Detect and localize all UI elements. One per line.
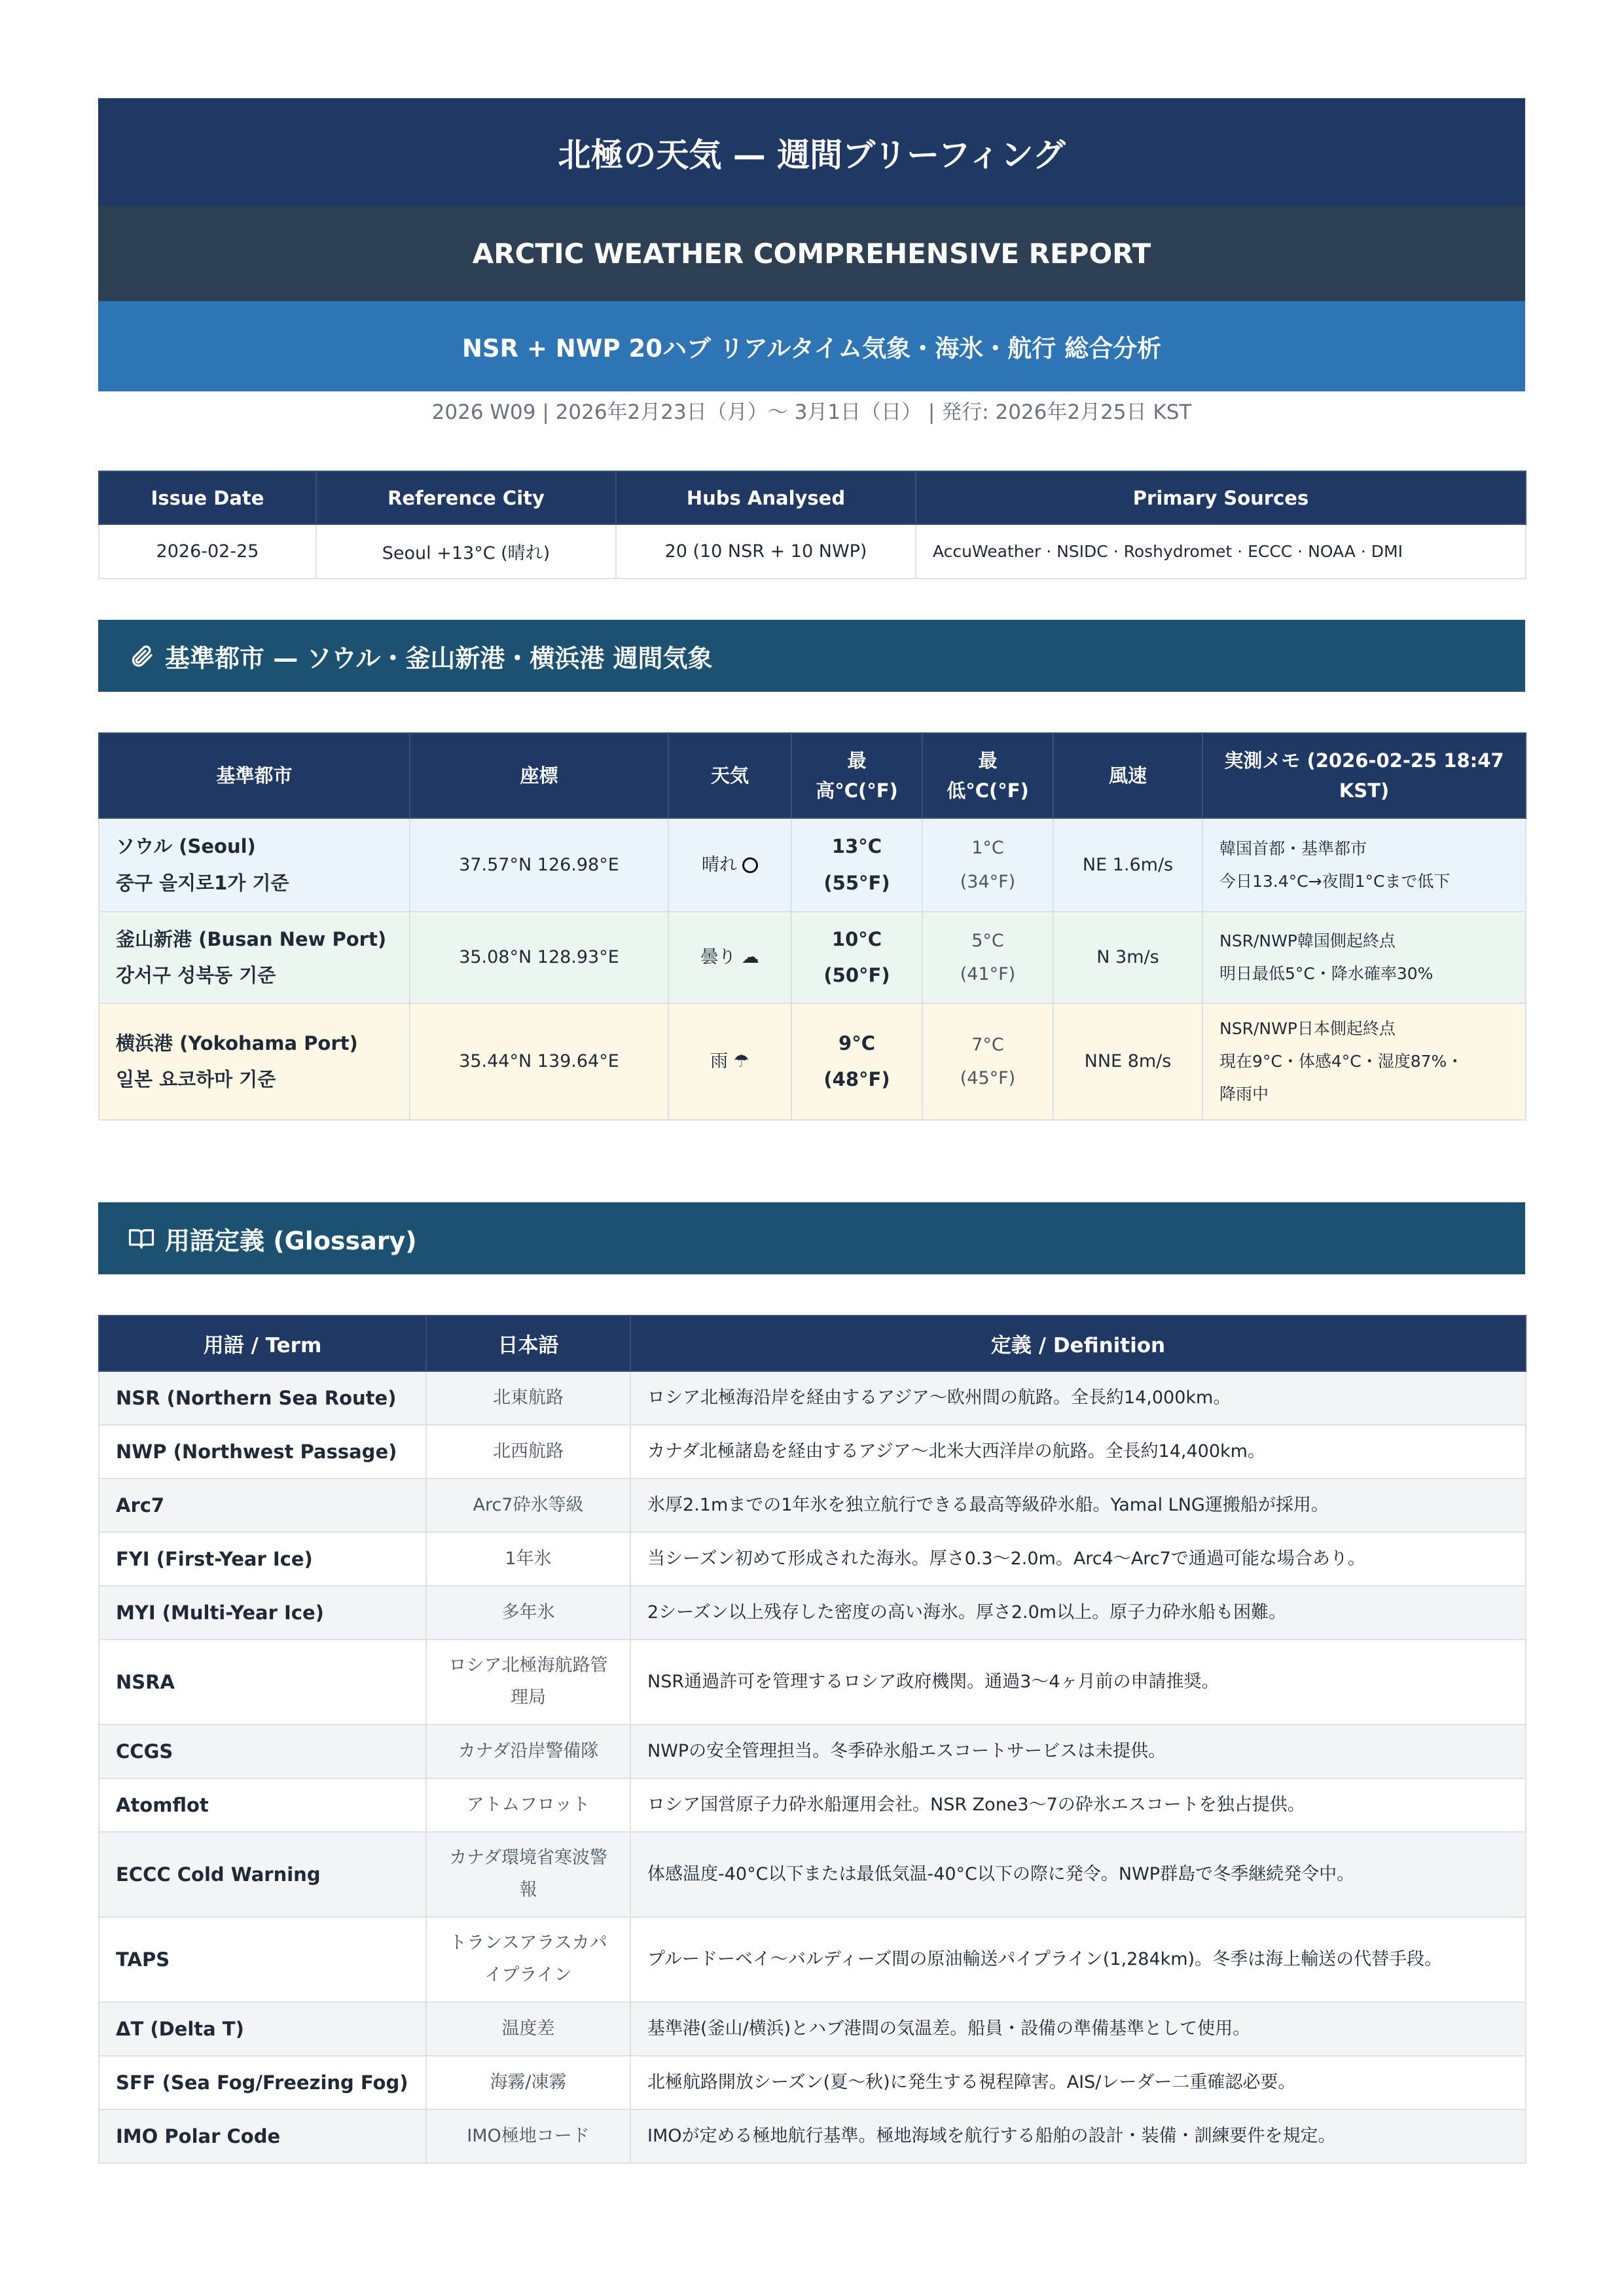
sun-icon [742,857,758,873]
glossary-ja-line2: 理局 [511,1687,546,1708]
report [98,98,1525,2164]
city-header-wind: 風速 [1053,733,1202,818]
glossary-term: SFF (Sea Fog/Freezing Fog) [99,2056,426,2109]
city-name [99,818,410,912]
city-note-line1: NSR/NWP韓国側起終点 [1219,931,1396,950]
city-note-line2: 今日13.4°C→夜間1°Cまで低下 [1219,871,1451,891]
city-coord: 35.08°N 128.93°E [410,912,668,1003]
glossary-term: FYI (First-Year Ice) [99,1532,426,1586]
glossary-term: MYI (Multi-Year Ice) [99,1586,426,1640]
city-wind: N 3m/s [1053,912,1202,1003]
city-name [99,1003,410,1120]
glossary-ja: 多年氷 [426,1586,630,1640]
city-low [922,1003,1053,1120]
glossary-header-row [99,1316,1526,1371]
glossary-row [99,1640,1526,1725]
report-title-en: ARCTIC WEATHER COMPREHENSIVE REPORT [98,206,1525,301]
city-low-f: (45°F) [960,1068,1016,1088]
city-high-f: (50°F) [823,964,890,986]
city-header-high-line2: 高°C(°F) [816,780,898,802]
city-header-high-line1: 最 [847,749,867,772]
city-low-f: (34°F) [960,871,1016,892]
city-low [922,818,1053,912]
meta-table [98,471,1526,579]
meta-reference-city: Seoul +13°C (晴れ) [316,524,616,579]
meta-header-row [99,471,1526,524]
glossary-def: 基準港(釜山/横浜)とハブ港間の気温差。船員・設備の準備基準として使用。 [630,2002,1526,2056]
glossary-term: NWP (Northwest Passage) [99,1425,426,1479]
city-weather: 雨 ☂ [668,1003,791,1120]
glossary-row [99,1479,1526,1532]
glossary-def: 体感温度-40°C以下または最低気温-40°C以下の際に発令。NWP群島で冬季継続発令中。 [630,1832,1526,1917]
glossary-ja: 北東航路 [426,1371,630,1425]
paperclip-icon [124,643,158,669]
city-name-line1: 釜山新港 (Busan New Port) [116,927,387,950]
city-note-line2: 明日最低5°C・降水確率30% [1219,964,1434,983]
city-weather-table [98,732,1526,1121]
city-name-line2: 일본 요코하마 기준 [116,1068,276,1090]
glossary-header-term: 用語 / Term [99,1316,426,1371]
meta-header-hubs: Hubs Analysed [616,471,916,524]
glossary-term: Atomflot [99,1778,426,1832]
city-header-row [99,733,1526,818]
meta-header-issue-date: Issue Date [99,471,316,524]
city-wind: NNE 8m/s [1053,1003,1202,1120]
city-header-low-line1: 最 [978,749,998,772]
glossary-section-title: 用語定義 (Glossary) [165,1226,417,1255]
meta-hubs: 20 (10 NSR + 10 NWP) [616,524,916,579]
glossary-def: 当シーズン初めて形成された海氷。厚さ0.3〜2.0m。Arc4〜Arc7で通過可能な場合あり。 [630,1532,1526,1586]
meta-sources: AccuWeather · NSIDC · Roshydromet · ECCC · NOAA · DMI [916,524,1526,579]
glossary-ja-line2: 報 [519,1880,537,1900]
city-low [922,912,1053,1003]
glossary-header-def: 定義 / Definition [630,1316,1526,1371]
glossary-def: 2シーズン以上残存した密度の高い海氷。厚さ2.0m以上。原子力砕氷船も困難。 [630,1586,1526,1640]
report-subtitle: NSR + NWP 20ハブ リアルタイム気象・海氷・航行 総合分析 [98,301,1525,391]
book-icon [124,1227,158,1250]
glossary-ja-line1: トランスアラスカパ [449,1933,607,1954]
glossary-ja-line1: ロシア北極海航路管 [448,1655,608,1676]
city-header-low [922,733,1053,818]
glossary-ja: カナダ沿岸警備隊 [426,1725,630,1778]
city-name-line2: 강서구 성북동 기준 [116,964,276,986]
city-note-line2: 現在9°C・体感4°C・湿度87%・ [1219,1052,1464,1071]
glossary-row [99,1371,1526,1425]
glossary-def: プルードーベイ〜バルディーズ間の原油輸送パイプライン(1,284km)。冬季は海上輸送の代替手段。 [630,1917,1526,2002]
meta-header-sources: Primary Sources [916,471,1526,524]
city-name-line1: ソウル (Seoul) [116,835,256,858]
city-header-low-line2: 低°C(°F) [947,780,1029,802]
city-note [1202,912,1526,1003]
city-coord: 37.57°N 126.98°E [410,818,668,912]
glossary-term: NSRA [99,1640,426,1725]
glossary-row [99,1532,1526,1586]
glossary-ja: 海霧/凍霧 [426,2056,630,2109]
glossary-table [98,1315,1526,2164]
city-note-line3: 降雨中 [1219,1085,1269,1103]
glossary-term: ΔT (Delta T) [99,2002,426,2056]
city-note-line1: NSR/NWP日本側起終点 [1219,1019,1396,1038]
city-row-yokohama [99,1003,1526,1120]
city-name-line1: 横浜港 (Yokohama Port) [116,1031,358,1054]
city-section-header [98,620,1525,692]
city-header-note-line1: 実測メモ (2026-02-25 18:47 [1224,749,1504,772]
city-header-note [1202,733,1526,818]
glossary-ja: 1年氷 [426,1532,630,1586]
meta-issue-date: 2026-02-25 [99,524,316,579]
glossary-ja: アトムフロット [426,1778,630,1832]
city-high-c: 10°C [831,927,882,950]
city-high [791,818,922,912]
glossary-row [99,2109,1526,2163]
city-low-c: 5°C [971,930,1004,951]
glossary-def: NWPの安全管理担当。冬季砕氷船エスコートサービスは未提供。 [630,1725,1526,1778]
glossary-def: IMOが定める極地航行基準。極地海域を航行する船舶の設計・装備・訓練要件を規定。 [630,2109,1526,2163]
city-header-high [791,733,922,818]
glossary-row [99,1917,1526,2002]
issue-line: 2026 W09 | 2026年2月23日（月）〜 3月1日（日） | 発行: 2026年2月25日 KST [431,400,1192,424]
city-high-f: (48°F) [823,1068,890,1090]
meta-header-reference-city: Reference City [316,471,616,524]
glossary-term: ECCC Cold Warning [99,1832,426,1917]
glossary-def: 氷厚2.1mまでの1年氷を独立航行できる最高等級砕氷船。Yamal LNG運搬船が採用。 [630,1479,1526,1532]
city-low-f: (41°F) [960,964,1016,984]
city-low-c: 7°C [971,1034,1004,1055]
city-header-coord: 座標 [410,733,668,818]
city-high-c: 13°C [831,835,882,858]
glossary-ja: 温度差 [426,2002,630,2056]
glossary-row [99,1778,1526,1832]
city-name-line2: 중구 을지로1가 기준 [116,871,289,894]
glossary-row [99,1586,1526,1640]
city-high-c: 9°C [839,1031,875,1054]
city-row-seoul [99,818,1526,912]
glossary-ja-line2: イプライン [484,1965,572,1985]
glossary-header-ja: 日本語 [426,1316,630,1371]
city-weather [668,818,791,912]
city-weather: 曇り ☁ [668,912,791,1003]
city-weather-label: 晴れ [702,854,737,875]
glossary-section-header [98,1202,1525,1274]
city-row-busan [99,912,1526,1003]
glossary-row [99,1725,1526,1778]
glossary-term: IMO Polar Code [99,2109,426,2163]
glossary-ja [426,1832,630,1917]
city-coord: 35.44°N 139.64°E [410,1003,668,1120]
glossary-def: 北極航路開放シーズン(夏〜秋)に発生する視程障害。AIS/レーダー二重確認必要。 [630,2056,1526,2109]
glossary-term: NSR (Northern Sea Route) [99,1371,426,1425]
glossary-term: Arc7 [99,1479,426,1532]
city-note [1202,1003,1526,1120]
glossary-ja: 北西航路 [426,1425,630,1479]
glossary-term: TAPS [99,1917,426,2002]
glossary-def: ロシア国営原子力砕氷船運用会社。NSR Zone3〜7の砕氷エスコートを独占提供。 [630,1778,1526,1832]
city-header-weather: 天気 [668,733,791,818]
glossary-def: カナダ北極諸島を経由するアジア〜北米大西洋岸の航路。全長約14,400km。 [630,1425,1526,1479]
city-wind: NE 1.6m/s [1053,818,1202,912]
city-header-note-line2: KST) [1339,780,1390,802]
glossary-ja: Arc7砕氷等級 [426,1479,630,1532]
city-high-f: (55°F) [823,871,890,894]
city-note [1202,818,1526,912]
meta-value-row [99,524,1526,579]
glossary-ja-line1: カナダ環境省寒波警 [449,1848,607,1869]
city-high [791,1003,922,1120]
glossary-term: CCGS [99,1725,426,1778]
glossary-ja: IMO極地コード [426,2109,630,2163]
city-header-city: 基準都市 [99,733,410,818]
city-high [791,912,922,1003]
glossary-ja [426,1640,630,1725]
city-section-title: 基準都市 — ソウル・釜山新港・横浜港 週間気象 [165,643,713,673]
city-name [99,912,410,1003]
glossary-row [99,1832,1526,1917]
city-note-line1: 韓国首都・基準都市 [1219,838,1367,858]
report-title-ja: 北極の天気 — 週間ブリーフィング [98,98,1525,206]
glossary-ja [426,1917,630,2002]
glossary-row [99,2002,1526,2056]
glossary-row [99,1425,1526,1479]
glossary-def: ロシア北極海沿岸を経由するアジア〜欧州間の航路。全長約14,000km。 [630,1371,1526,1425]
glossary-def: NSR通過許可を管理するロシア政府機関。通過3〜4ヶ月前の申請推奨。 [630,1640,1526,1725]
city-low-c: 1°C [971,838,1004,859]
glossary-row [99,2056,1526,2109]
